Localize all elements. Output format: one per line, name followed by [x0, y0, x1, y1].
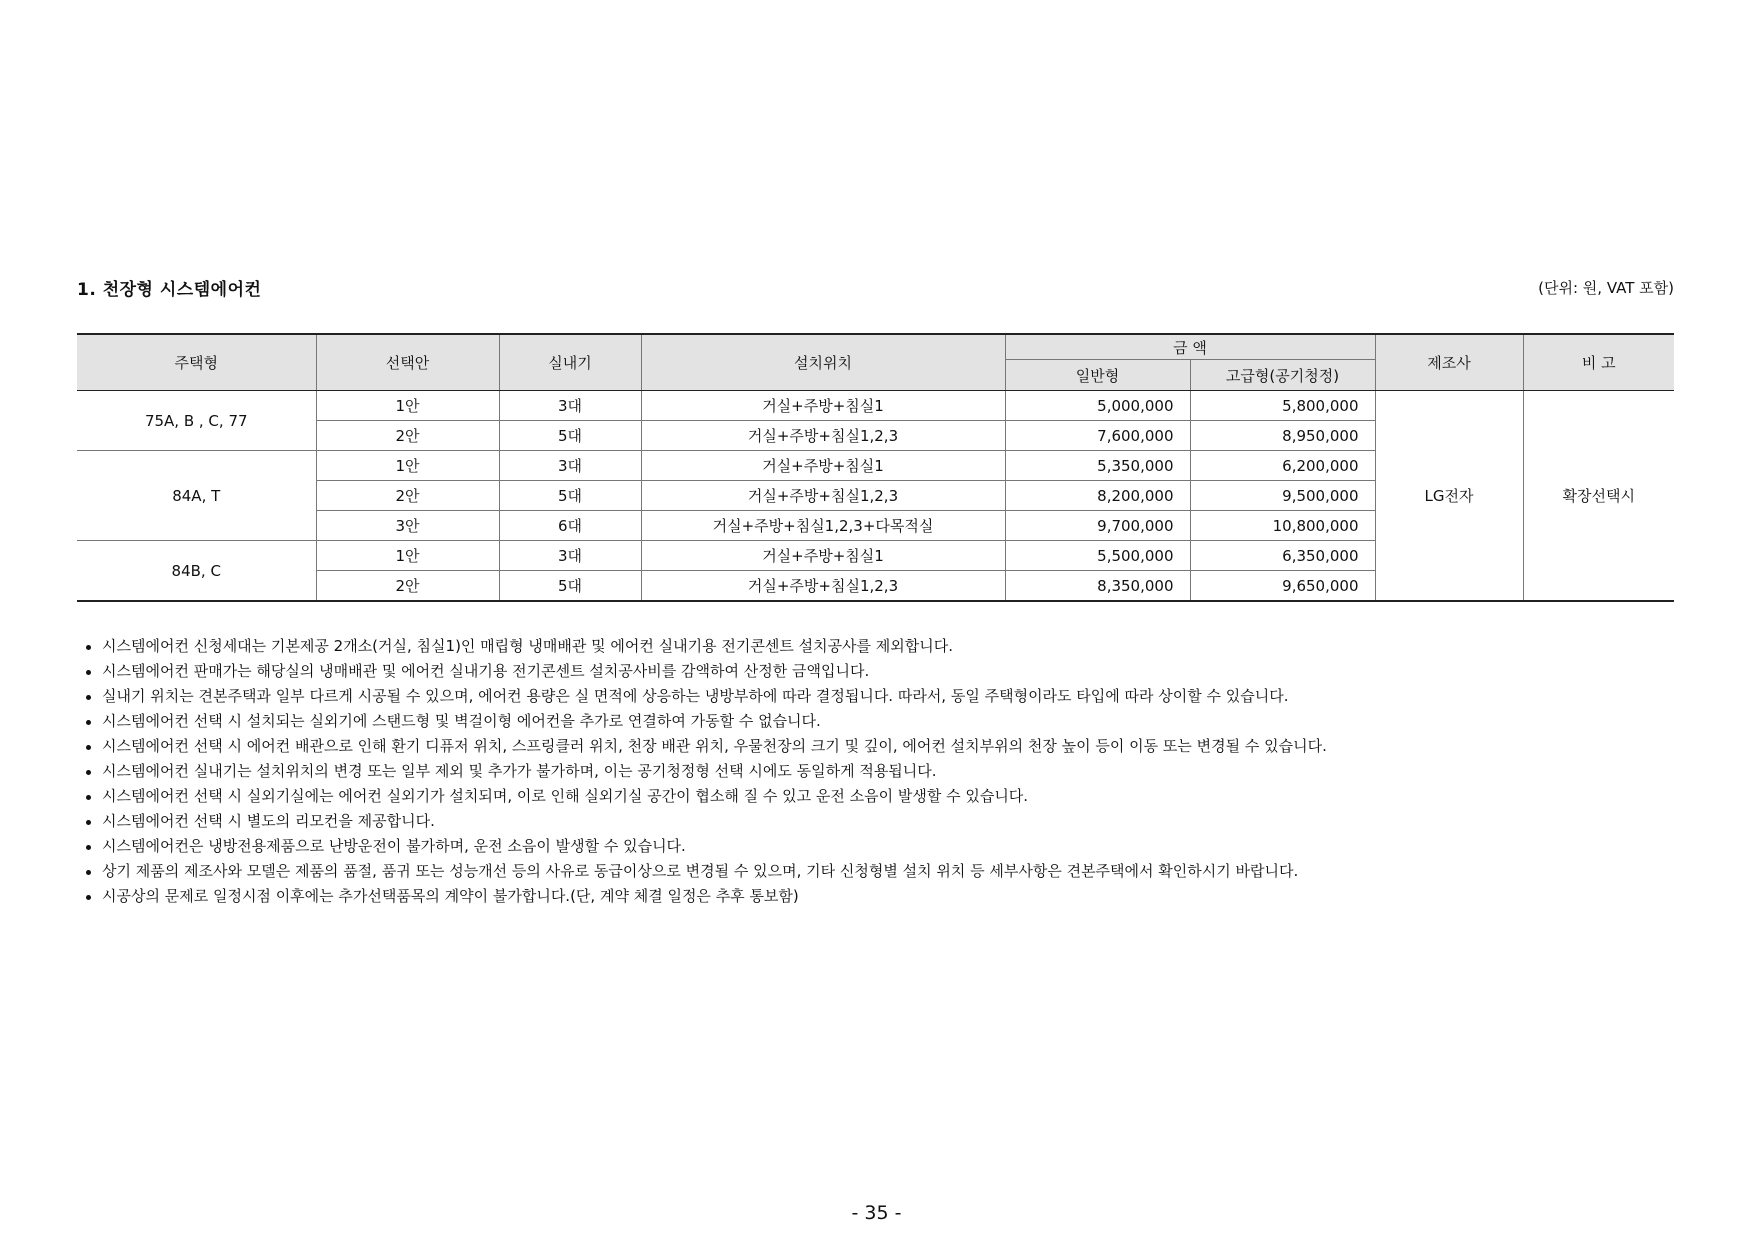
section-title: 1. 천장형 시스템에어컨 — [77, 280, 262, 300]
standard-price-cell: 5,350,000 — [1005, 451, 1190, 481]
location-cell: 거실+주방+침실1,2,3 — [641, 571, 1005, 602]
unit-note: (단위: 원, VAT 포함) — [1538, 279, 1674, 297]
location-cell: 거실+주방+침실1,2,3+다목적실 — [641, 511, 1005, 541]
location-cell: 거실+주방+침실1 — [641, 541, 1005, 571]
note-item: 시스템에어컨 실내기는 설치위치의 변경 또는 일부 제외 및 추가가 불가하며, 이는 공기청정형 선택 시에도 동일하게 적용됩니다. — [83, 759, 1327, 784]
premium-price-cell: 9,650,000 — [1190, 571, 1375, 602]
units-cell: 5대 — [499, 481, 641, 511]
table-row — [77, 391, 1674, 421]
standard-price-cell: 5,500,000 — [1005, 541, 1190, 571]
units-cell: 6대 — [499, 511, 641, 541]
option-cell: 1안 — [316, 541, 499, 571]
standard-price-cell: 8,350,000 — [1005, 571, 1190, 602]
option-cell: 1안 — [316, 451, 499, 481]
note-item: 실내기 위치는 견본주택과 일부 다르게 시공될 수 있으며, 에어컨 용량은 실 면적에 상응하는 냉방부하에 따라 결정됩니다. 따라서, 동일 주택형이라도 타입에 따라 상이할 수 있습니다. — [83, 684, 1327, 709]
housing-type-cell: 84B, C — [77, 541, 316, 602]
location-cell: 거실+주방+침실1,2,3 — [641, 481, 1005, 511]
note-item: 시스템에어컨 판매가는 해당실의 냉매배관 및 에어컨 실내기용 전기콘센트 설치공사비를 감액하여 산정한 금액입니다. — [83, 659, 1327, 684]
standard-price-cell: 9,700,000 — [1005, 511, 1190, 541]
premium-price-cell: 6,200,000 — [1190, 451, 1375, 481]
units-cell: 3대 — [499, 541, 641, 571]
page-number: - 35 - — [851, 1202, 902, 1224]
header-indoor-units: 실내기 — [499, 334, 641, 391]
note-item: 시공상의 문제로 일정시점 이후에는 추가선택품목의 계약이 불가합니다.(단, 계약 체결 일정은 추후 통보함) — [83, 884, 1327, 909]
note-item: 시스템에어컨 선택 시 별도의 리모컨을 제공합니다. — [83, 809, 1327, 834]
option-cell: 2안 — [316, 571, 499, 602]
header-manufacturer: 제조사 — [1375, 334, 1523, 391]
header-option: 선택안 — [316, 334, 499, 391]
option-cell: 2안 — [316, 481, 499, 511]
header-standard: 일반형 — [1005, 360, 1190, 391]
premium-price-cell: 8,950,000 — [1190, 421, 1375, 451]
premium-price-cell: 5,800,000 — [1190, 391, 1375, 421]
premium-price-cell: 6,350,000 — [1190, 541, 1375, 571]
notes-list — [83, 634, 1327, 909]
header-remarks: 비 고 — [1523, 334, 1674, 391]
units-cell: 3대 — [499, 391, 641, 421]
header-housing-type: 주택형 — [77, 334, 316, 391]
option-cell: 2안 — [316, 421, 499, 451]
standard-price-cell: 5,000,000 — [1005, 391, 1190, 421]
housing-type-cell: 84A, T — [77, 451, 316, 541]
standard-price-cell: 8,200,000 — [1005, 481, 1190, 511]
standard-price-cell: 7,600,000 — [1005, 421, 1190, 451]
note-item: 시스템에어컨 신청세대는 기본제공 2개소(거실, 침실1)인 매립형 냉매배관 및 에어컨 실내기용 전기콘센트 설치공사를 제외합니다. — [83, 634, 1327, 659]
header-amount: 금 액 — [1005, 334, 1375, 360]
header-premium: 고급형(공기청정) — [1190, 360, 1375, 391]
location-cell: 거실+주방+침실1 — [641, 391, 1005, 421]
note-item: 상기 제품의 제조사와 모델은 제품의 품절, 품귀 또는 성능개선 등의 사유로 동급이상으로 변경될 수 있으며, 기타 신청형별 설치 위치 등 세부사항은 견본주택에서 확인하시기 바랍니다. — [83, 859, 1327, 884]
location-cell: 거실+주방+침실1 — [641, 451, 1005, 481]
price-table — [77, 333, 1674, 602]
housing-type-cell: 75A, B , C, 77 — [77, 391, 316, 451]
premium-price-cell: 10,800,000 — [1190, 511, 1375, 541]
units-cell: 5대 — [499, 571, 641, 602]
manufacturer-cell: LG전자 — [1375, 391, 1523, 602]
note-item: 시스템에어컨 선택 시 설치되는 실외기에 스탠드형 및 벽걸이형 에어컨을 추가로 연결하여 가동할 수 없습니다. — [83, 709, 1327, 734]
remarks-cell: 확장선택시 — [1523, 391, 1674, 602]
note-item: 시스템에어컨은 냉방전용제품으로 난방운전이 불가하며, 운전 소음이 발생할 수 있습니다. — [83, 834, 1327, 859]
header-location: 설치위치 — [641, 334, 1005, 391]
option-cell: 1안 — [316, 391, 499, 421]
units-cell: 5대 — [499, 421, 641, 451]
units-cell: 3대 — [499, 451, 641, 481]
note-item: 시스템에어컨 선택 시 에어컨 배관으로 인해 환기 디퓨저 위치, 스프링클러 위치, 천장 배관 위치, 우물천장의 크기 및 깊이, 에어컨 설치부위의 천장 높이 등이 이동 또는 변경될 수 있습니다. — [83, 734, 1327, 759]
premium-price-cell: 9,500,000 — [1190, 481, 1375, 511]
option-cell: 3안 — [316, 511, 499, 541]
location-cell: 거실+주방+침실1,2,3 — [641, 421, 1005, 451]
note-item: 시스템에어컨 선택 시 실외기실에는 에어컨 실외기가 설치되며, 이로 인해 실외기실 공간이 협소해 질 수 있고 운전 소음이 발생할 수 있습니다. — [83, 784, 1327, 809]
